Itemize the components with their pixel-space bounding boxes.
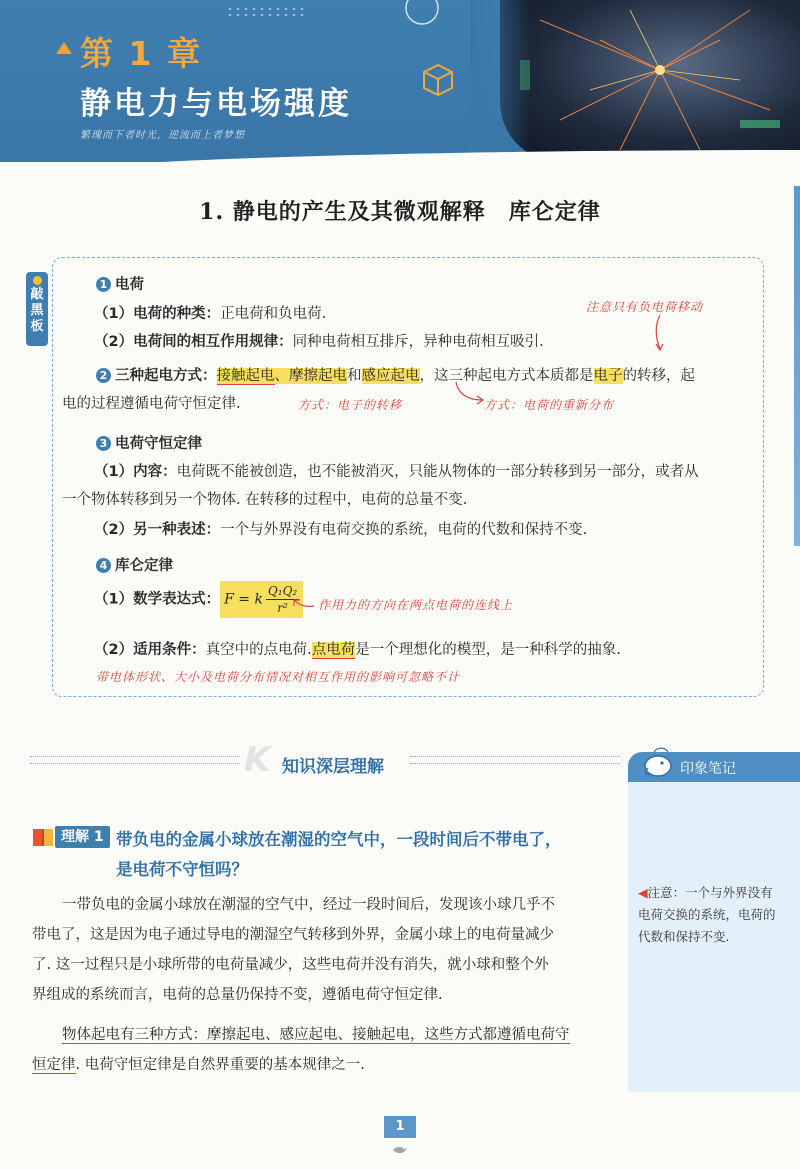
book-icon xyxy=(32,826,54,848)
k-rule-right xyxy=(410,756,620,764)
item-2-mid: ，这三种起电方式本质都是 xyxy=(419,368,594,384)
item-1-line-2-text: 同种电荷相互排斥，异种电荷相互吸引. xyxy=(292,334,544,350)
item-4-line-2-label: （2）适用条件： xyxy=(94,642,206,658)
answer-p1-line-1: 一带负电的金属小球放在潮湿的空气中，经过一段时间后，发现该小球几乎不 xyxy=(62,897,555,913)
annotation-charge-redistribution: 方式：电荷的重新分布 xyxy=(484,398,615,412)
formula-numerator: Q₁Q₂ xyxy=(267,584,298,598)
item-3-line-2-text: 一个与外界没有电荷交换的系统，电荷的代数和保持不变. xyxy=(220,522,588,538)
answer-paragraph-2 xyxy=(32,1020,624,1080)
annotation-arrow-1 xyxy=(650,313,670,353)
electron-highlight: 电子 xyxy=(593,368,623,384)
item-4-line-2-text: 真空中的点电荷. xyxy=(205,642,312,658)
chapter-label: 第 1 章 xyxy=(80,34,202,73)
page-number: 1 xyxy=(384,1116,416,1138)
k-rule-left xyxy=(30,756,240,764)
side-note xyxy=(638,882,778,948)
item-2-number: 2 xyxy=(96,368,111,383)
item-2-sep: 、 xyxy=(274,368,289,384)
question-line-2: 是电荷不守恒吗？ xyxy=(116,860,248,879)
item-2-label: 三种起电方式： xyxy=(115,368,217,384)
chapter-banner xyxy=(0,0,800,162)
item-2-and: 和 xyxy=(347,368,362,384)
blackboard-tab xyxy=(26,272,48,346)
item-3-line-1-label: （1）内容： xyxy=(94,464,177,480)
item-1-line-2 xyxy=(94,330,544,351)
answer-p1-line-4: 界组成的系统而言，电荷的总量仍保持不变，遵循电荷守恒定律. xyxy=(32,987,443,1003)
item-1-line-1 xyxy=(94,302,326,323)
answer-p1-line-2: 带电了，这是因为电子通过导电的潮湿空气转移到外界，金属小球上的电荷量减少 xyxy=(32,927,554,943)
elephant-icon xyxy=(640,744,676,780)
annotation-negative-charge: 注意只有负电荷移动 xyxy=(586,300,704,314)
note-arrow-icon: ◀ xyxy=(638,885,648,900)
banner-fade xyxy=(470,0,530,162)
point-charge-highlight: 点电荷 xyxy=(311,642,356,658)
item-1-line-1-label: （1）电荷的种类： xyxy=(94,306,221,322)
induction-charging: 感应起电 xyxy=(361,368,420,384)
item-4-number: 4 xyxy=(96,558,111,573)
item-2-end: 的转移，起 xyxy=(622,368,695,384)
item-1-number: 1 xyxy=(96,277,111,292)
answer-p1-line-3: 了. 这一过程只是小球所带的电荷量减少，这些电荷并没有消失，就小球和整个外 xyxy=(32,957,549,973)
annotation-arrow-2 xyxy=(450,380,486,406)
blackboard-tab-label: 敲黑板 xyxy=(30,287,44,334)
answer-p2-line-2-underlined: 恒定律 xyxy=(32,1057,76,1073)
answer-p2-line-2 xyxy=(32,1050,624,1080)
friction-charging: 摩擦起电 xyxy=(289,368,347,384)
annotation-point-charge: 带电体形状、大小及电荷分布情况对相互作用的影响可忽略不计 xyxy=(96,670,461,684)
notes-panel-label: 印象笔记 xyxy=(680,761,736,777)
item-3-line-1-text: 电荷既不能被创造，也不能被消灭，只能从物体的一部分转移到另一部分，或者从 xyxy=(176,464,699,480)
item-4-heading-text: 库仑定律 xyxy=(115,558,173,574)
formula-lhs: F = k xyxy=(224,591,263,608)
contact-charging: 接触起电 xyxy=(216,368,275,384)
particle-collision-image xyxy=(500,0,800,162)
item-3-line-1-cont: 一个物体转移到另一个物体. 在转移的过程中，电荷的总量不变. xyxy=(62,492,468,508)
item-4-line-1-label: （1）数学表达式： xyxy=(94,591,221,608)
item-2-line-1 xyxy=(96,364,695,385)
item-3-line-1 xyxy=(94,460,699,481)
item-1-heading-text: 电荷 xyxy=(115,277,144,293)
answer-p2-line-2-rest: . 电荷守恒定律是自然界重要的基本规律之一. xyxy=(75,1057,365,1073)
answer-paragraph-1 xyxy=(32,890,624,1010)
item-4-line-1 xyxy=(94,581,303,618)
side-note-text: 注意：一个与外界没有电荷交换的系统，电荷的代数和保持不变. xyxy=(638,885,776,944)
item-2-line-2: 电的过程遵循电荷守恒定律. xyxy=(62,396,241,412)
annotation-force-direction: 作用力的方向在两点电荷的连线上 xyxy=(318,598,514,612)
item-3-line-2-label: （2）另一种表述： xyxy=(94,522,221,538)
item-4-line-2-end: 是一个理想化的模型，是一种科学的抽象. xyxy=(355,642,621,658)
bird-icon xyxy=(392,1144,408,1156)
item-4-line-2 xyxy=(94,638,621,659)
annotation-electron-transfer: 方式：电子的转移 xyxy=(298,398,403,412)
item-3-heading xyxy=(96,432,202,453)
section-title: 1. 静电的产生及其微观解释 库仑定律 xyxy=(199,199,601,225)
item-3-line-2 xyxy=(94,518,587,539)
chapter-triangle-icon xyxy=(56,42,72,54)
annotation-arrow-3 xyxy=(290,596,316,610)
banner-dots xyxy=(226,6,306,18)
item-1-line-1-text: 正电荷和负电荷. xyxy=(220,306,327,322)
question-line-1: 带负电的金属小球放在潮湿的空气中，一段时间后不带电了， xyxy=(116,830,562,849)
ring-icon xyxy=(404,0,440,28)
formula-denominator: r² xyxy=(277,601,288,615)
item-3-number: 3 xyxy=(96,436,111,451)
item-1-heading xyxy=(96,273,144,294)
item-3-heading-text: 电荷守恒定律 xyxy=(115,436,202,452)
answer-p2-line-1 xyxy=(32,1020,624,1050)
understanding-tag: 理解 1 xyxy=(55,826,110,848)
k-logo: K xyxy=(244,740,271,780)
cube-icon xyxy=(420,62,456,98)
item-1-line-2-label: （2）电荷间的相互作用规律： xyxy=(94,334,293,350)
bulb-icon xyxy=(33,276,42,285)
page-edge-strip xyxy=(794,186,800,546)
item-4-heading xyxy=(96,554,173,575)
chapter-title: 静电力与电场强度 xyxy=(80,86,352,122)
knowledge-title: 知识深层理解 xyxy=(282,757,384,777)
chapter-motto: 繁瑰而下者时光，逆流而上者梦想 xyxy=(80,130,245,141)
answer-p2-line-1-text: 物体起电有三种方式：摩擦起电、感应起电、接触起电，这些方式都遵循电荷守 xyxy=(62,1027,570,1043)
